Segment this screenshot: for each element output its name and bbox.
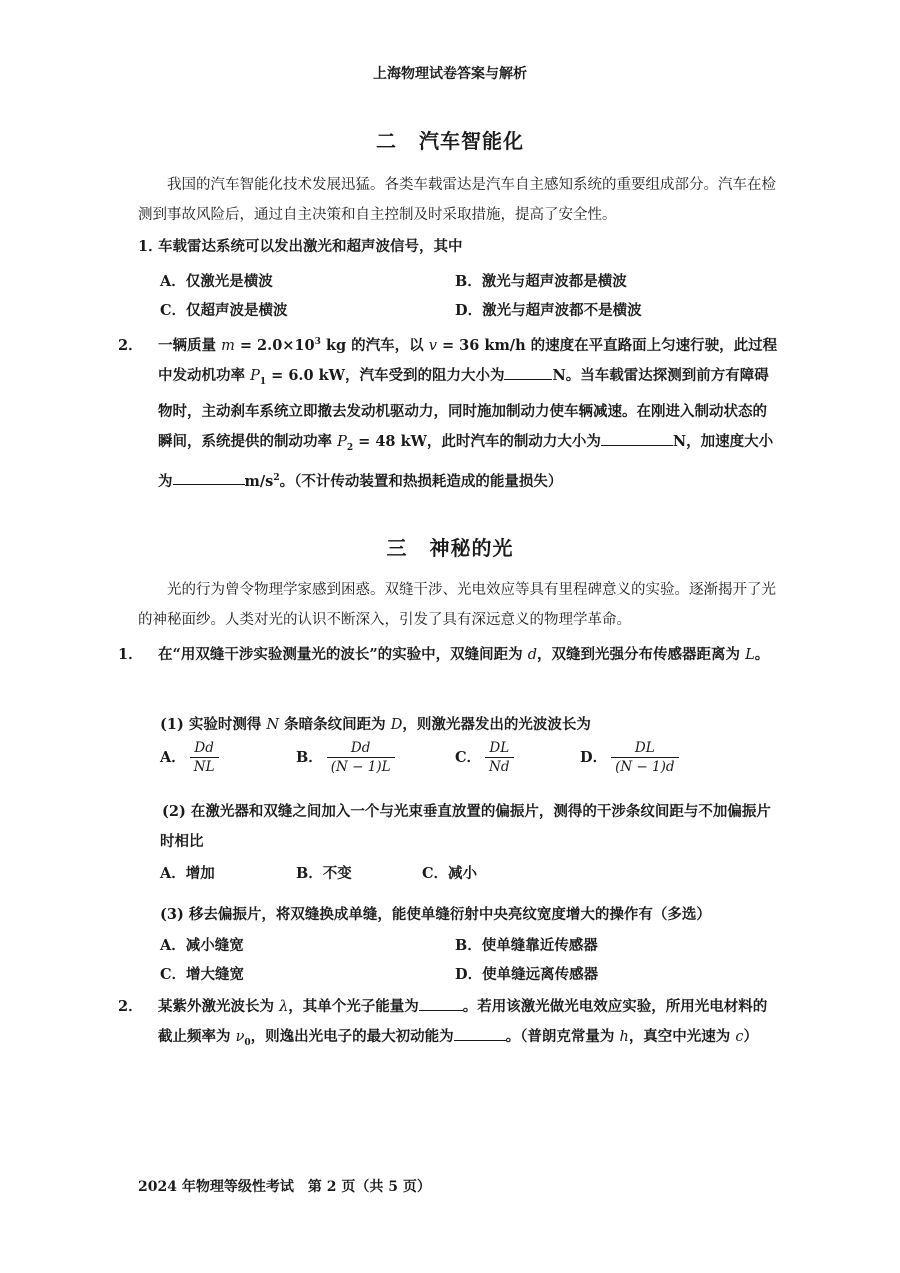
s3-q2-text: ，真空中光速为 [628, 1028, 736, 1045]
fraction [485, 740, 513, 775]
s3-q1-text: 在“用双缝干涉实验测量光的波长”的实验中，双缝间距为 [158, 646, 528, 663]
s2-q2-text: N。当车载雷达探测到前方有障碍物时，主动刹车系统立即撤去发动机驱动力，同时施加制动力使车辆减速。在刚进入制动状态的瞬间，系统提供的制动功率 [158, 366, 769, 450]
fraction [190, 740, 219, 775]
s3-q1-sub1 [160, 710, 780, 740]
s2-q1-stem: 车载雷达系统可以发出激光和超声波信号，其中 [158, 238, 463, 255]
s2-q2-text: = 6.0 kW，汽车受到的阻力大小为 [266, 366, 505, 384]
option-label: D． [580, 748, 608, 766]
answer-blank-photon-energy[interactable] [419, 996, 463, 1011]
s3-q1-sub2: (2) 在激光器和双缝之间加入一个与光束垂直放置的偏振片，测得的干涉条纹间距与不加偏振片时相比 [160, 803, 771, 850]
option-label: C． [455, 748, 482, 766]
subscript: 1 [259, 376, 267, 387]
s3-q2-number: 2． [118, 998, 143, 1015]
s3-q2-text: 。（普朗克常量为 [505, 1028, 620, 1045]
s2-question-2 [118, 327, 778, 496]
s2-q2-text: N，加速度大小为 [158, 432, 774, 490]
s2-q1-number: 1． [138, 238, 163, 255]
s2-q2-text: = 2.0×10 [234, 336, 315, 354]
s2-q1-option-a: A．仅激光是横波 [160, 273, 273, 290]
var-c: c [735, 1029, 744, 1045]
sub3-option-a: A．减小缝宽 [160, 937, 244, 954]
s3-question-1 [118, 640, 778, 670]
subscript: 0 [244, 1037, 251, 1048]
s2-q1-option-c: C．仅超声波是横波 [160, 302, 288, 319]
s2-q2-text: 一辆质量 [158, 336, 222, 354]
numerator: Dd [327, 740, 395, 758]
section-3-number: 三 [386, 536, 408, 560]
numerator: DL [485, 740, 513, 758]
answer-blank-acceleration[interactable] [173, 470, 245, 485]
section-2-number: 二 [376, 129, 397, 153]
s3-q1-number: 1． [118, 646, 143, 663]
subscript: 2 [346, 442, 354, 453]
var-lambda: λ [279, 999, 289, 1015]
section-2-intro: 我国的汽车智能化技术发展迅猛。各类车载雷达是汽车自主感知系统的重要组成部分。汽车在检测到事故风险后，通过自主决策和自主控制及时采取措施，提高了安全性。 [138, 177, 776, 223]
var-v: v [428, 337, 437, 354]
answer-blank-kinetic-energy[interactable] [454, 1026, 506, 1041]
sub1-text: (1) 实验时测得 [160, 716, 267, 733]
s3-q2-text: ，其单个光子能量为 [288, 998, 419, 1015]
denominator: NL [193, 759, 215, 775]
denominator: (N − 1)d [615, 759, 675, 775]
fraction [611, 740, 678, 775]
numerator: DL [611, 740, 678, 758]
var-h: h [619, 1029, 629, 1045]
option-label: B． [296, 748, 323, 766]
exponent: 3 [314, 337, 321, 347]
running-header: 上海物理试卷答案与解析 [373, 66, 527, 82]
s3-q2-text: ，则逸出光电子的最大初动能为 [250, 1028, 454, 1045]
exponent: 2 [273, 472, 280, 483]
answer-blank-braking-force[interactable] [601, 431, 673, 446]
s2-q1-option-d: D．激光与超声波都不是横波 [455, 302, 642, 319]
section-3-heading: 神秘的光 [429, 536, 514, 560]
fraction [327, 740, 395, 775]
s3-q2-text: ） [743, 1028, 758, 1045]
section-2-title [0, 125, 900, 154]
sub1-text: 条暗条纹间距为 [279, 716, 391, 733]
s2-q2-number: 2． [118, 336, 143, 354]
sub1-text: ，则激光器发出的光波波长为 [402, 716, 591, 733]
var-p2: P [337, 433, 347, 450]
denominator: (N − 1)L [330, 759, 391, 775]
option-label: A． [160, 748, 186, 766]
sub2-option-b: B．不变 [296, 865, 352, 882]
s2-q2-text: kg 的汽车，以 [320, 336, 429, 354]
s3-q1-text: 。 [754, 646, 770, 663]
section-3-intro: 光的行为曾令物理学家感到困惑。双缝干涉、光电效应等具有里程碑意义的实验。逐渐揭开了光的神秘面纱。人类对光的认识不断深入，引发了具有深远意义的物理学革命。 [138, 582, 776, 628]
sub3-option-d: D．使单缝远离传感器 [455, 966, 599, 983]
var-nu: ν [235, 1029, 245, 1045]
s2-q1-option-b: B．激光与超声波都是横波 [455, 273, 627, 290]
s3-q2-text: 某紫外激光波长为 [158, 998, 280, 1015]
s2-q2-text: = 36 km/h 的速度在平直路面上匀速行驶，此过程中发动机功率 [158, 336, 778, 384]
sub1-option-d [580, 740, 679, 775]
var-big-d: D [390, 717, 403, 733]
numerator: Dd [190, 740, 219, 758]
s3-q2-text: 。若用该激光做光电效应实验，所用光电材料的截止频率为 [158, 998, 768, 1045]
sub2-option-c: C．减小 [422, 865, 478, 882]
sub2-option-a: A．增加 [160, 865, 215, 882]
sub3-option-b: B．使单缝靠近传感器 [455, 937, 598, 954]
answer-blank-resistance[interactable] [504, 365, 552, 380]
s2-q2-text: 。（不计传动装置和热损耗造成的能量损失） [279, 472, 563, 490]
sub1-option-a [160, 740, 219, 775]
var-d: d [527, 647, 538, 663]
var-p1: P [250, 367, 260, 384]
s3-q1-text: ，双缝到光强分布传感器距离为 [537, 646, 746, 663]
s3-question-2 [118, 992, 778, 1058]
s2-q2-text: = 48 kW，此时汽车的制动力大小为 [353, 432, 601, 450]
s2-question-1 [138, 232, 778, 262]
section-3-title [0, 532, 900, 561]
var-l: L [745, 647, 755, 663]
s2-q2-text: m/s [244, 472, 274, 490]
sub1-option-c [455, 740, 514, 775]
var-m: m [221, 337, 235, 354]
s3-q1-sub3: (3) 移去偏振片，将双缝换成单缝，能使单缝衍射中央亮纹宽度增大的操作有（多选） [160, 906, 711, 923]
var-n: N [266, 717, 280, 733]
page-footer: 2024 年物理等级性考试 第 2 页（共 5 页） [138, 1179, 431, 1195]
sub3-option-c: C．增大缝宽 [160, 966, 245, 983]
denominator: Nd [489, 759, 510, 775]
sub1-option-b [296, 740, 395, 775]
section-2-heading: 汽车智能化 [419, 129, 524, 153]
